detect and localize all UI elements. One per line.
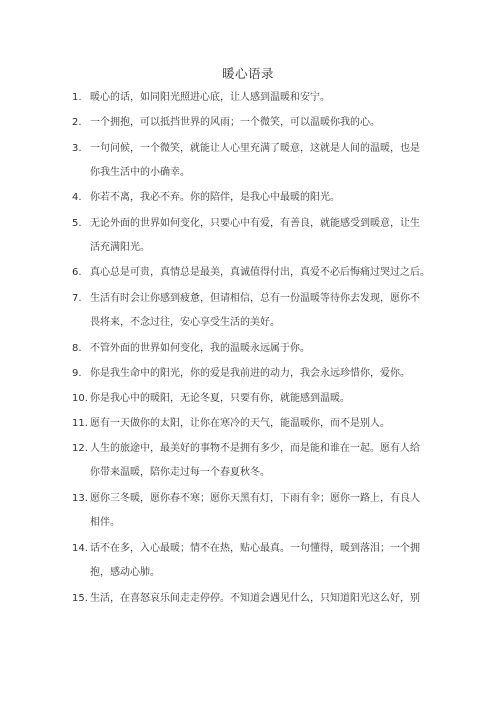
item-text: 生活有时会让你感到疲惫，但请相信，总有一份温暖等待你去发现，愿你不 <box>90 293 420 304</box>
list-item <box>72 88 432 108</box>
item-text: 暖心的话，如同阳光照进心底，让人感到温暖和安宁。 <box>90 92 330 103</box>
item-number: 13. <box>72 493 88 504</box>
item-number: 2. <box>72 117 82 128</box>
item-text: 人生的旅途中，最美好的事物不是拥有多少，而是能和谁在一起。愿有人给 <box>90 443 420 454</box>
page-title: 暖心语录 <box>221 66 274 81</box>
list-item <box>72 188 432 208</box>
item-text: 真心总是可贵，真情总是最美，真诚值得付出，真爱不必后悔痛过哭过之后。 <box>90 267 430 278</box>
item-text-continued: 相伴。 <box>90 517 120 528</box>
item-text: 话不在多，入心最暖；情不在热，贴心最真。一句懂得，暖到落泪；一个拥 <box>90 543 420 554</box>
list-item <box>72 214 432 258</box>
item-text: 你是我心中的暖阳，无论冬夏，只要有你，就能感到温暖。 <box>90 393 350 404</box>
item-text: 不管外面的世界如何变化，我的温暖永远属于你。 <box>90 343 310 354</box>
item-number: 8. <box>72 343 82 354</box>
item-number: 12. <box>72 443 88 454</box>
item-text-continued: 活充满阳光。 <box>90 242 150 253</box>
item-text-continued: 抱，感动心肺。 <box>90 567 160 578</box>
item-text-continued: 你带来温暖，陪你走过每一个春夏秋冬。 <box>90 467 270 478</box>
item-number: 10. <box>72 393 88 404</box>
item-text: 愿你三冬暖，愿你春不寒；愿你天黑有灯，下雨有伞；愿你一路上，有良人 <box>90 493 420 504</box>
item-text: 你是我生命中的阳光，你的爱是我前进的动力，我会永远珍惜你，爱你。 <box>90 368 410 379</box>
item-text: 无论外面的世界如何变化，只要心中有爱，有善良，就能感受到暖意，让生 <box>90 218 420 229</box>
item-number: 1. <box>72 92 82 103</box>
item-number: 3. <box>72 143 82 154</box>
list-item <box>72 414 432 434</box>
list-item <box>72 539 432 583</box>
item-text: 一个拥抱，可以抵挡世界的风雨；一个微笑，可以温暖你我的心。 <box>90 117 380 128</box>
item-number: 4. <box>72 192 82 203</box>
list-item <box>72 389 432 409</box>
list-item <box>72 339 432 359</box>
list-item <box>72 439 432 483</box>
list-item <box>72 263 432 283</box>
item-text: 生活，在喜怒哀乐间走走停停。不知道会遇见什么，只知道阳光这么好，别 <box>90 593 420 604</box>
list-item <box>72 589 432 609</box>
item-number: 9. <box>72 368 82 379</box>
list-item <box>72 364 432 384</box>
item-text-continued: 畏将来，不念过往，安心享受生活的美好。 <box>90 317 280 328</box>
item-number: 5. <box>72 218 82 229</box>
list-item <box>72 139 432 183</box>
item-text: 你若不离，我必不弃。你的陪伴，是我心中最暖的阳光。 <box>90 192 340 203</box>
item-number: 14. <box>72 543 88 554</box>
list-item <box>72 113 432 133</box>
item-text: 愿有一天做你的太阳，让你在寒冷的天气，能温暖你，而不是别人。 <box>90 418 390 429</box>
item-number: 7. <box>72 293 82 304</box>
item-text: 一句问候，一个微笑，就能让人心里充满了暖意，这就是人间的温暖，也是 <box>90 143 420 154</box>
list-item <box>72 289 432 333</box>
item-number: 11. <box>72 418 88 429</box>
item-text-continued: 你我生活中的小确幸。 <box>90 167 190 178</box>
item-number: 6. <box>72 267 82 278</box>
item-number: 15. <box>72 593 88 604</box>
list-item <box>72 489 432 533</box>
